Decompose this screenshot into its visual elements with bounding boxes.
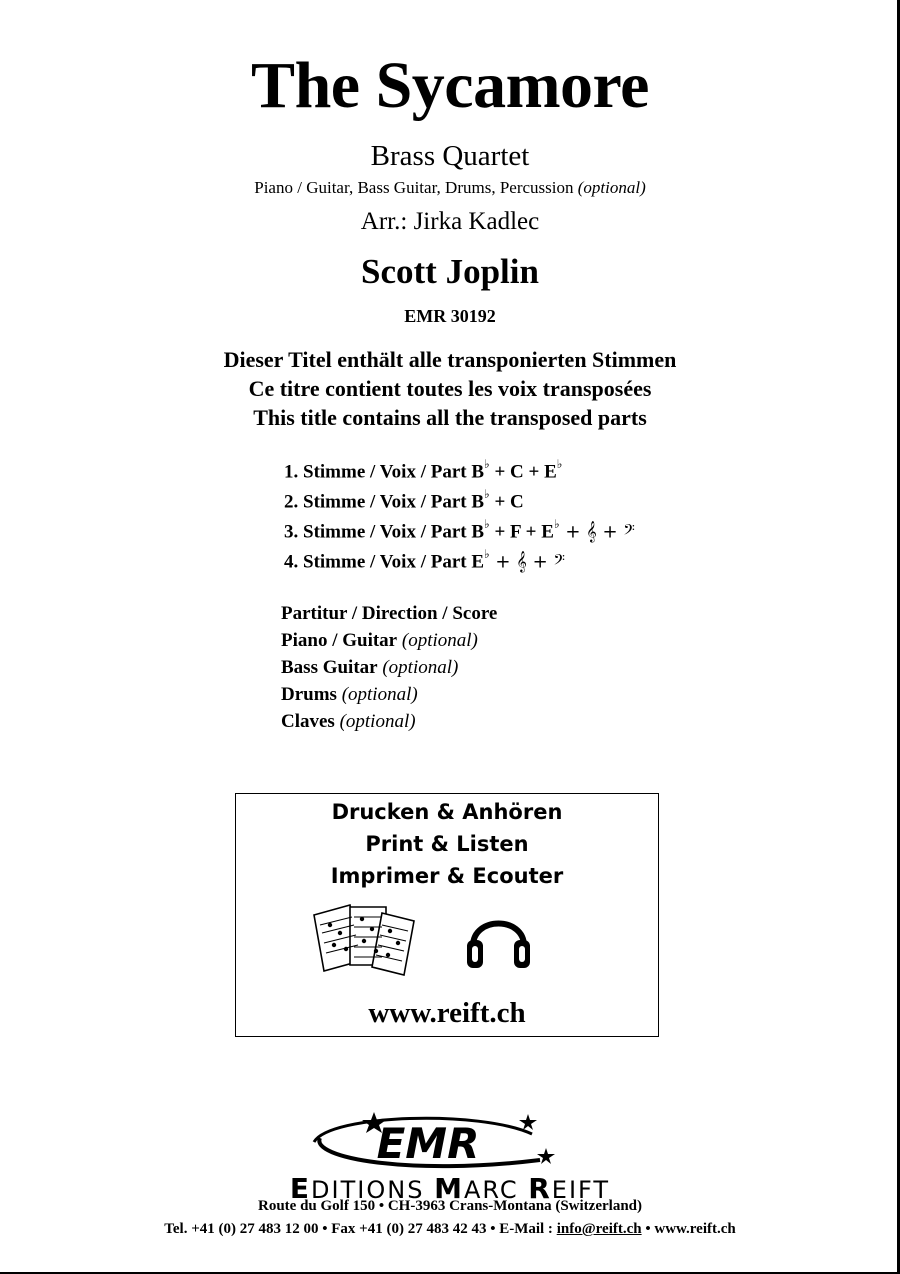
publisher-name-part: R xyxy=(528,1172,552,1205)
publisher-name-part: M xyxy=(434,1172,464,1205)
extra-label: Bass Guitar xyxy=(281,657,378,678)
flat-sign: ♭ xyxy=(556,457,563,471)
promo-url[interactable]: www.reift.ch xyxy=(368,997,526,1029)
clef-icons: + 𝄞 + 𝄢 xyxy=(559,521,635,543)
contact-text: Tel. +41 (0) 27 483 12 00 • Fax +41 (0) 27 483 42 43 • E-Mail : xyxy=(164,1221,557,1237)
publisher-name-part: DITIONS xyxy=(311,1176,435,1204)
part-text: 1. Stimme / Voix / Part B xyxy=(284,461,485,483)
publisher-name-part: E xyxy=(289,1172,312,1205)
extra-row xyxy=(281,654,497,681)
part-text: 2. Stimme / Voix / Part B xyxy=(284,491,485,513)
instrumentation-optional: (optional) xyxy=(577,178,646,197)
extra-optional: (optional) xyxy=(339,711,416,732)
promo-line-german: Drucken & Anhören xyxy=(331,800,563,824)
extra-optional: (optional) xyxy=(401,630,478,651)
flat-sign: ♭ xyxy=(553,517,560,531)
extra-row xyxy=(281,600,497,627)
composer: Scott Joplin xyxy=(361,252,539,291)
extra-label: Claves xyxy=(281,711,335,732)
flat-sign: ♭ xyxy=(484,547,490,561)
flat-sign: ♭ xyxy=(484,487,490,501)
flat-sign: ♭ xyxy=(484,517,490,531)
part-text: 4. Stimme / Voix / Part E xyxy=(284,551,485,573)
headphones-icon xyxy=(461,902,536,977)
contact-website[interactable]: • www.reift.ch xyxy=(641,1221,736,1237)
extra-label: Drums xyxy=(281,684,337,705)
note-german: Dieser Titel enthält alle transponierten Stimmen xyxy=(223,347,677,372)
part-text: + F + E xyxy=(489,521,554,543)
emr-logo xyxy=(300,1108,560,1178)
extra-row xyxy=(281,627,497,654)
note-english: This title contains all the transposed parts xyxy=(253,405,647,430)
extra-optional: (optional) xyxy=(382,657,459,678)
sheet-music-icon xyxy=(306,899,426,979)
instrumentation xyxy=(0,178,900,198)
arranger: Arr.: Jirka Kadlec xyxy=(360,208,540,235)
page-title: The Sycamore xyxy=(251,49,649,122)
instrumentation-text: Piano / Guitar, Bass Guitar, Drums, Percussion xyxy=(254,178,574,197)
extra-row xyxy=(281,681,497,708)
extra-label: Partitur / Direction / Score xyxy=(281,603,498,624)
part-text: 3. Stimme / Voix / Part B xyxy=(284,521,485,543)
part-row xyxy=(284,541,635,571)
extras-list xyxy=(281,600,497,735)
subtitle: Brass Quartet xyxy=(370,140,530,172)
part-text: + C xyxy=(489,491,524,513)
email-link[interactable]: info@reift.ch xyxy=(556,1221,642,1237)
extra-label: Piano / Guitar xyxy=(281,630,398,651)
clef-icons: + 𝄞 + 𝄢 xyxy=(489,551,565,573)
publisher-contact xyxy=(0,1221,900,1238)
flat-sign: ♭ xyxy=(484,457,490,471)
note-french: Ce titre contient toutes les voix transposées xyxy=(248,376,652,401)
part-row xyxy=(284,511,635,541)
part-row xyxy=(284,451,635,481)
part-row xyxy=(284,481,635,511)
promo-line-english: Print & Listen xyxy=(365,832,529,856)
promo-line-french: Imprimer & Ecouter xyxy=(330,864,564,888)
parts-list xyxy=(284,451,635,571)
part-text: + C + E xyxy=(489,461,557,483)
extra-row xyxy=(281,708,497,735)
catalog-number: EMR 30192 xyxy=(404,306,496,326)
logo-text: EMR xyxy=(376,1119,480,1168)
publisher-name-part: EIFT xyxy=(551,1176,611,1204)
extra-optional: (optional) xyxy=(341,684,418,705)
print-listen-box[interactable] xyxy=(235,793,659,1037)
publisher-address: Route du Golf 150 • CH-3963 Crans-Montana (Switzerland) xyxy=(258,1198,642,1214)
publisher-name-part: ARC xyxy=(463,1176,529,1204)
